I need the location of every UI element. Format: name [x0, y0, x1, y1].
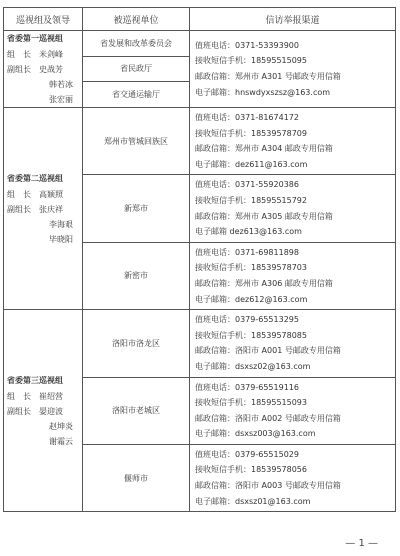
unit-cell: 新密市: [83, 242, 190, 309]
unit-cell: 洛阳市洛龙区: [83, 310, 190, 377]
unit-cell: 洛阳市老城区: [83, 377, 190, 444]
unit-cell: 新郑市: [83, 175, 190, 242]
table-row: [4, 108, 396, 175]
leader-line: 韩若冰: [49, 80, 73, 89]
leader-line: 谢霜云: [49, 436, 73, 446]
header-channel: 信访举报渠道: [190, 8, 396, 31]
channel-cell: 值班电话：0371-81674172 接收短信手机：18539578709 邮政信箱：郑州市 A304 邮政专用信箱 电子邮箱：dez611@163.com: [190, 108, 396, 175]
unit-cell: 偃师市: [83, 444, 190, 511]
leader-line: 张宏丽: [49, 95, 73, 104]
unit-cell: 省发展和改革委员会: [83, 31, 190, 57]
table-row: [4, 31, 396, 57]
unit-cell: 郑州市管城回族区: [83, 108, 190, 175]
team-name: 省委第二巡视组: [7, 173, 63, 183]
leader-line: 副组长 史战芳: [7, 65, 63, 74]
unit-cell: 省交通运输厅: [83, 82, 190, 108]
table-header-row: [4, 8, 396, 31]
team-name: 省委第一巡视组: [7, 34, 63, 43]
leader-cell: [4, 31, 83, 108]
channel-cell: 值班电话：0379-65519116 接收短信手机：18595515093 邮政信箱：洛阳市 A002 号邮政专用信箱 电子邮箱：dsxsz003@163.com: [190, 377, 396, 444]
header-leader: 巡视组及领导: [4, 8, 83, 31]
channel-cell: 值班电话：0379-65513295 接收短信手机：18539578085 邮政信箱：洛阳市 A001 号邮政专用信箱 电子邮箱：dsxsz02@163.com: [190, 310, 396, 377]
leader-line: 副组长 晏迎波: [7, 406, 63, 416]
leader-line: 副组长 张庆祥: [7, 204, 63, 214]
channel-cell: 值班电话：0371-53393900 接收短信手机：18595515095 邮政信箱：郑州市 A301 号邮政专用信箱 电子邮箱：hnswdyxszsz@163.com: [190, 31, 396, 108]
leader-line: 组 长 米剑峰: [7, 50, 63, 59]
channel-cell: 值班电话：0371-69811898 接收短信手机：18539578703 邮政信箱：郑州市 A306 邮政专用信箱 电子邮箱：dez612@163.com: [190, 242, 396, 309]
table-row: [4, 310, 396, 377]
inspection-table: [3, 7, 396, 512]
leader-cell: [4, 108, 83, 310]
leader-cell: [4, 310, 83, 512]
unit-cell: 省民政厅: [83, 56, 190, 82]
leader-line: 组 长 崔绍营: [7, 391, 63, 401]
leader-line: 组 长 高颖照: [7, 189, 63, 199]
leader-line: 毕晓阳: [49, 234, 73, 244]
team-name: 省委第三巡视组: [7, 375, 63, 385]
leader-line: 赵坤炎: [49, 421, 73, 431]
leader-line: 李海艰: [49, 219, 73, 229]
header-unit: 被巡视单位: [83, 8, 190, 31]
page-number: — 1 —: [345, 538, 378, 549]
channel-cell: 值班电话：0379-65515029 接收短信手机：18539578056 邮政信箱：洛阳市 A003 号邮政专用信箱 电子邮箱：dsxsz01@163.com: [190, 444, 396, 511]
channel-cell: 值班电话：0371-55920386 接收短信手机：18595515792 邮政信箱：郑州市 A305 邮政专用信箱 电子邮箱 dez613@163.com: [190, 175, 396, 242]
